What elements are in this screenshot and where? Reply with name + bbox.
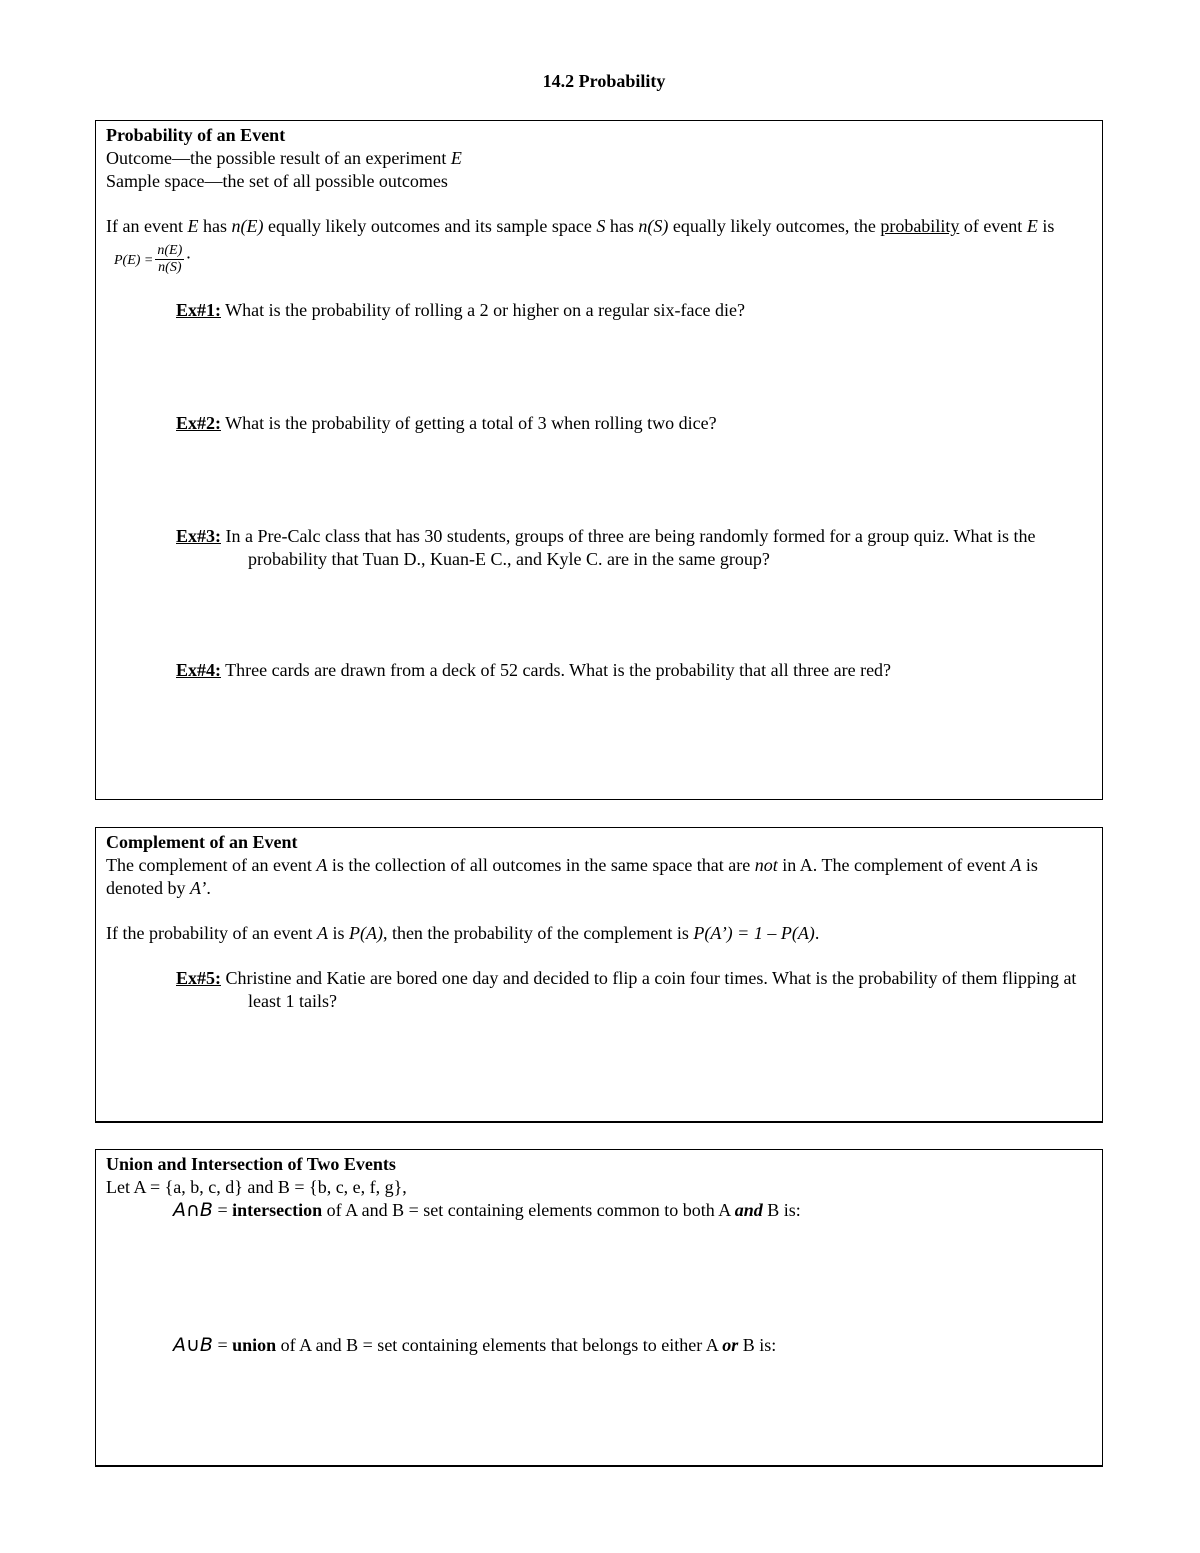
sets-definition: Let A = {a, b, c, d} and B = {b, c, e, f, g}, bbox=[106, 1177, 407, 1197]
page-title: 14.2 Probability bbox=[542, 71, 666, 91]
probability-formula-lhs: P(E) = bbox=[114, 252, 154, 268]
complement-of-event-box bbox=[95, 827, 1103, 1123]
union-expression: A∪B bbox=[173, 1334, 213, 1356]
section-heading: Probability of an Event bbox=[106, 125, 286, 145]
section-heading: Union and Intersection of Two Events bbox=[106, 1154, 396, 1174]
complement-rule: If the probability of an event A is P(A), then the probability of the complement is P(A’) = 1 – P(A). bbox=[106, 923, 820, 943]
example-5: Ex#5: Christine and Katie are bored one day and decided to flip a coin four times. What is the probability of them flipping at least 1 tails? bbox=[176, 968, 1077, 1011]
intersection-expression: A∩B bbox=[173, 1199, 213, 1221]
outcome-definition: Outcome—the possible result of an experiment E bbox=[106, 148, 462, 168]
probability-definition: If an event E has n(E) equally likely outcomes and its sample space S has n(S) equally likely outcomes, the probability of event E is $_{P(E) =}$ $\frac{n(E)}{n(S)}$ . bbox=[106, 216, 1055, 275]
section-heading: Complement of an Event bbox=[106, 832, 298, 852]
union-definition: A∪B = union of A and B = set containing elements that belongs to either A or B is: bbox=[173, 1334, 777, 1356]
intersection-definition: A∩B = intersection of A and B = set containing elements common to both A and B is: bbox=[173, 1199, 801, 1221]
probability-of-event-box bbox=[95, 120, 1103, 800]
union-intersection-box bbox=[95, 1149, 1103, 1467]
sample-space-definition: Sample space—the set of all possible outcomes bbox=[106, 171, 448, 191]
example-3: Ex#3: In a Pre-Calc class that has 30 students, groups of three are being randomly formed for a group quiz. What is the probability that Tuan D., Kuan-E C., and Kyle C. are in the same group? bbox=[176, 526, 1036, 569]
probability-formula-fraction: $\frac{n(E)}{n(S)}$ bbox=[157, 243, 183, 275]
complement-definition: The complement of an event A is the collection of all outcomes in the same space that are not in A. The complement of event A is denoted by A’. bbox=[106, 855, 1038, 898]
example-2: Ex#2: What is the probability of getting a total of 3 when rolling two dice? bbox=[176, 413, 717, 433]
example-4: Ex#4: Three cards are drawn from a deck of 52 cards. What is the probability that all three are red? bbox=[176, 660, 892, 680]
example-1: Ex#1: What is the probability of rolling a 2 or higher on a regular six-face die? bbox=[176, 300, 745, 320]
